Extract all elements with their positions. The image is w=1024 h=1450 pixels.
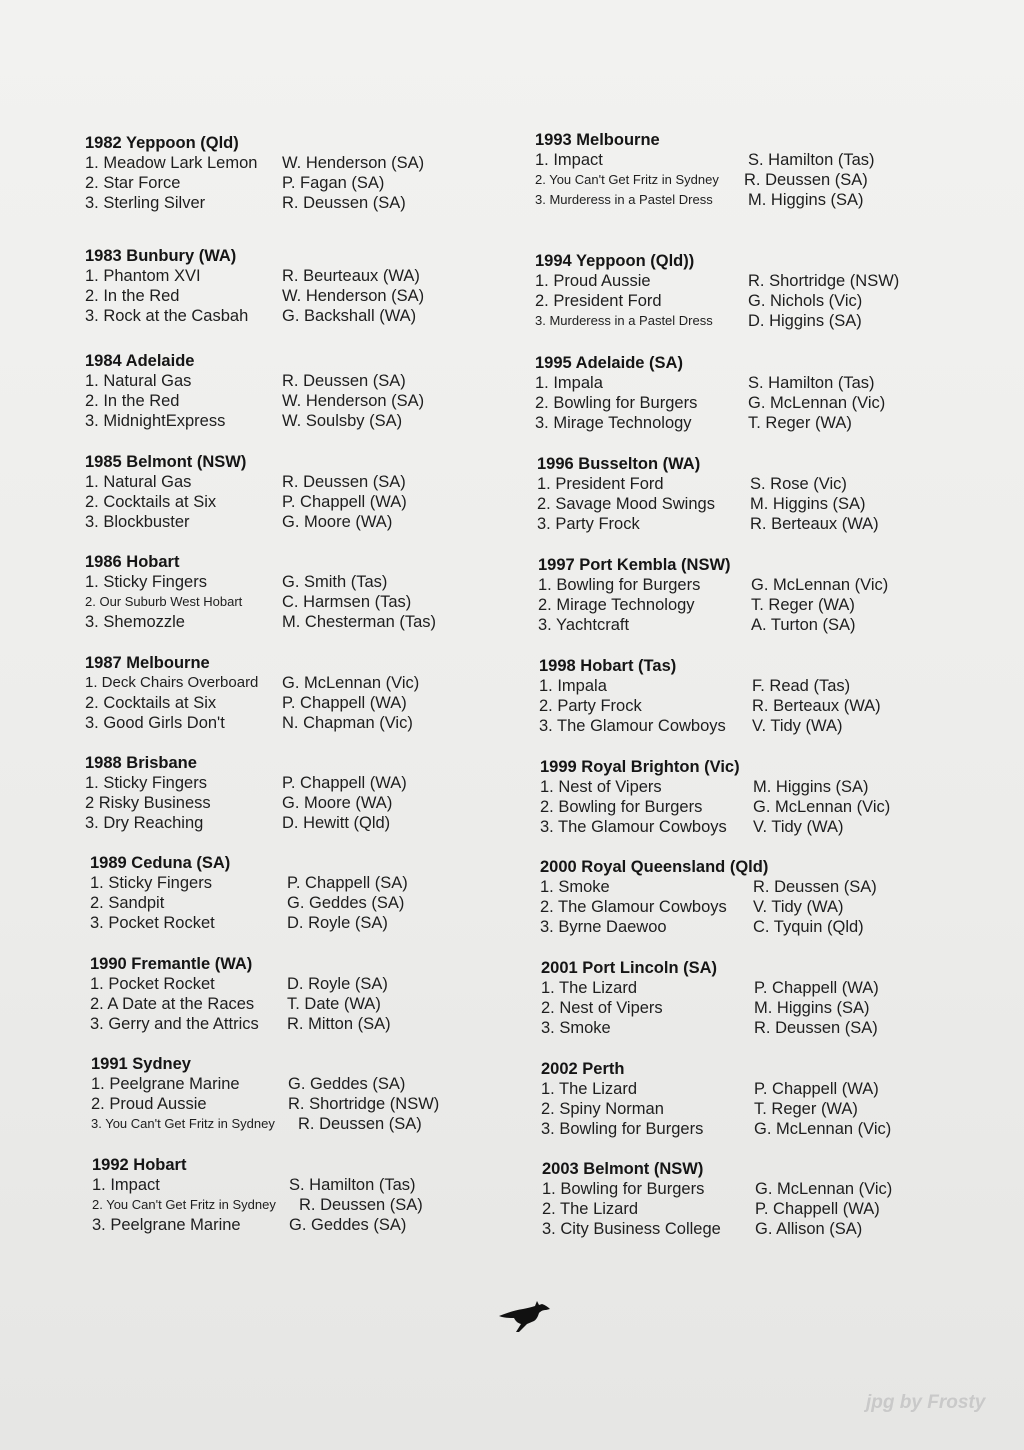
horse-name: 1. Sticky Fingers [85,774,207,792]
horse-name: 2 Risky Business [85,794,211,812]
horse-name: 1. Impact [92,1176,160,1194]
result-row [90,974,510,994]
result-row [85,793,505,813]
result-row [541,1119,981,1139]
horse-name: 3. Good Girls Don't [85,714,225,732]
year-heading: 1986 Hobart [85,553,180,571]
horse-name: 3. Blockbuster [85,513,190,531]
owner-name: T. Date (WA) [287,995,381,1013]
result-row [91,1114,511,1134]
owner-name: G. Moore (WA) [282,794,393,812]
year-block [85,133,505,213]
result-row [535,190,975,210]
result-row [85,153,505,173]
owner-name: R. Mitton (SA) [287,1015,391,1033]
horse-name: 1. Peelgrane Marine [91,1075,240,1093]
result-row [92,1175,512,1195]
owner-name: R. Deussen (SA) [282,194,406,212]
result-row [85,612,505,632]
result-row [85,813,505,833]
owner-name: G. Backshall (WA) [282,307,417,325]
year-heading: 1985 Belmont (NSW) [85,453,247,471]
year-heading: 1983 Bunbury (WA) [85,247,237,265]
horse-name: 2. Cocktails at Six [85,493,217,511]
horse-name: 3. Bowling for Burgers [541,1120,704,1138]
owner-name: G. McLennan (Vic) [282,674,420,692]
horse-name: 1. Smoke [540,878,610,896]
year-block [535,251,975,331]
result-row [538,575,978,595]
result-row [90,893,510,913]
owner-name: S. Hamilton (Tas) [748,374,875,392]
owner-name: G. McLennan (Vic) [748,394,886,412]
owner-name: C. Tyquin (Qld) [753,918,864,936]
result-row [91,1094,511,1114]
result-row [85,693,505,713]
horse-name: 2. Bowling for Burgers [540,798,703,816]
horse-name: 2. Party Frock [539,697,642,715]
result-row [541,1099,981,1119]
year-block [85,552,505,632]
year-block [539,656,979,736]
year-heading: 1987 Melbourne [85,654,210,672]
result-row [85,193,505,213]
owner-name: M. Higgins (SA) [754,999,870,1017]
horse-name: 1. The Lizard [541,979,638,997]
result-row [85,713,505,733]
result-row [542,1219,982,1239]
owner-name: G. Nichols (Vic) [748,292,863,310]
result-row [90,913,510,933]
owner-name: V. Tidy (WA) [753,818,844,836]
year-heading: 1988 Brisbane [85,754,197,772]
year-heading: 2000 Royal Queensland (Qld) [540,858,769,876]
result-row [91,1074,511,1094]
result-row [535,291,975,311]
horse-name: 3. Yachtcraft [538,616,630,634]
owner-name: D. Hewitt (Qld) [282,814,391,832]
horse-name: 2. Bowling for Burgers [535,394,698,412]
watermark-text: jpg by Frosty [866,1392,986,1413]
result-row [541,978,981,998]
horse-name: 1. The Lizard [541,1080,638,1098]
owner-name: V. Tidy (WA) [753,898,844,916]
owner-name: T. Reger (WA) [751,596,855,614]
result-row [538,615,978,635]
horse-name: 3. Rock at the Casbah [85,307,249,325]
horse-name: 2. Cocktails at Six [85,694,217,712]
result-row [535,150,975,170]
owner-name: P. Chappell (WA) [754,979,879,997]
horse-name: 3. Party Frock [537,515,640,533]
year-heading: 1992 Hobart [92,1156,187,1174]
result-row [85,411,505,431]
horse-name: 3. Murderess in a Pastel Dress [535,192,713,207]
year-heading: 1996 Busselton (WA) [537,455,701,473]
year-block [85,753,505,833]
horse-name: 1. Nest of Vipers [540,778,662,796]
owner-name: P. Fagan (SA) [282,174,385,192]
owner-name: G. McLennan (Vic) [754,1120,892,1138]
horse-name: 2. A Date at the Races [90,995,255,1013]
result-row [85,673,505,693]
result-row [535,170,975,190]
year-block [540,757,980,837]
horse-name: 2. You Can't Get Fritz in Sydney [92,1197,276,1212]
owner-name: W. Henderson (SA) [282,392,425,410]
horse-name: 3. The Glamour Cowboys [540,818,727,836]
result-row [540,917,980,937]
horse-name: 3. Murderess in a Pastel Dress [535,313,713,328]
owner-name: R. Deussen (SA) [299,1196,423,1214]
year-heading: 2002 Perth [541,1060,625,1078]
horse-name: 2. You Can't Get Fritz in Sydney [535,172,719,187]
result-row [538,595,978,615]
horse-name: 1. Pocket Rocket [90,975,215,993]
year-heading: 1991 Sydney [91,1055,191,1073]
result-row [539,716,979,736]
year-block [91,1054,511,1134]
horse-name: 1. Sticky Fingers [85,573,207,591]
result-row [540,897,980,917]
result-row [539,696,979,716]
owner-name: P. Chappell (WA) [282,694,407,712]
year-heading: 1984 Adelaide [85,352,195,370]
result-row [537,474,977,494]
result-row [92,1215,512,1235]
owner-name: T. Reger (WA) [748,414,852,432]
owner-name: G. Moore (WA) [282,513,393,531]
owner-name: M. Higgins (SA) [748,191,864,209]
owner-name: R. Berteaux (WA) [750,515,879,533]
owner-name: P. Chappell (WA) [755,1200,880,1218]
owner-name: G. Geddes (SA) [287,894,405,912]
owner-name: D. Royle (SA) [287,914,388,932]
result-row [85,492,505,512]
result-row [540,797,980,817]
owner-name: C. Harmsen (Tas) [282,593,412,611]
owner-name: R. Deussen (SA) [282,372,406,390]
year-block [90,853,510,933]
horse-name: 1. Meadow Lark Lemon [85,154,258,172]
owner-name: R. Berteaux (WA) [752,697,881,715]
owner-name: N. Chapman (Vic) [282,714,413,732]
owner-name: A. Turton (SA) [751,616,856,634]
result-row [90,1014,510,1034]
result-row [542,1199,982,1219]
result-row [85,572,505,592]
owner-name: G. Smith (Tas) [282,573,388,591]
horse-name: 2. Our Suburb West Hobart [85,594,243,609]
horse-name: 1. Phantom XVI [85,267,201,285]
horse-name: 1. Natural Gas [85,473,192,491]
horse-name: 1. Deck Chairs Overboard [85,674,259,691]
owner-name: R. Deussen (SA) [754,1019,878,1037]
result-row [541,1079,981,1099]
year-block [85,653,505,733]
owner-name: D. Royle (SA) [287,975,388,993]
year-heading: 1997 Port Kembla (NSW) [538,556,731,574]
result-row [85,286,505,306]
result-row [540,777,980,797]
year-block [85,246,505,326]
owner-name: G. Geddes (SA) [288,1075,406,1093]
result-row [540,877,980,897]
horse-name: 2. Star Force [85,174,181,192]
owner-name: R. Deussen (SA) [298,1115,422,1133]
result-row [92,1195,512,1215]
owner-name: W. Henderson (SA) [282,154,425,172]
owner-name: R. Deussen (SA) [753,878,877,896]
year-block [537,454,977,534]
owner-name: M. Chesterman (Tas) [282,613,437,631]
year-heading: 1999 Royal Brighton (Vic) [540,758,740,776]
owner-name: T. Reger (WA) [754,1100,858,1118]
result-row [535,393,975,413]
owner-name: R. Beurteaux (WA) [282,267,420,285]
horse-name: 1. Impact [535,151,603,169]
owner-name: S. Hamilton (Tas) [748,151,875,169]
owner-name: G. McLennan (Vic) [755,1180,893,1198]
owner-name: G. McLennan (Vic) [751,576,889,594]
year-heading: 2001 Port Lincoln (SA) [541,959,718,977]
result-row [90,873,510,893]
owner-name: G. McLennan (Vic) [753,798,891,816]
horse-name: 2. The Lizard [542,1200,639,1218]
result-row [535,373,975,393]
owner-name: P. Chappell (SA) [287,874,408,892]
owner-name: S. Hamilton (Tas) [289,1176,416,1194]
horse-name: 3. Shemozzle [85,613,185,631]
horse-name: 3. Byrne Daewoo [540,918,667,936]
horse-name: 3. Smoke [541,1019,611,1037]
year-block [540,857,980,937]
year-block [90,954,510,1034]
result-row [85,592,505,612]
result-row [537,514,977,534]
horse-name: 1. President Ford [537,475,664,493]
horse-name: 2. Nest of Vipers [541,999,663,1017]
horse-name: 2. Savage Mood Swings [537,495,715,513]
horse-name: 3. Dry Reaching [85,814,204,832]
result-row [85,391,505,411]
horse-name: 1. Bowling for Burgers [542,1180,705,1198]
owner-name: R. Shortridge (NSW) [748,272,900,290]
owner-name: R. Deussen (SA) [282,473,406,491]
year-block [535,353,975,433]
owner-name: D. Higgins (SA) [748,312,862,330]
owner-name: R. Deussen (SA) [744,171,868,189]
owner-name: P. Chappell (WA) [754,1080,879,1098]
horse-name: 2. President Ford [535,292,662,310]
year-block [92,1155,512,1235]
horse-name: 1. Bowling for Burgers [538,576,701,594]
horse-name: 3. MidnightExpress [85,412,226,430]
horse-name: 3. City Business College [542,1220,721,1238]
year-heading: 1993 Melbourne [535,131,660,149]
horse-name: 2. Mirage Technology [538,596,695,614]
year-heading: 1994 Yeppoon (Qld)) [535,252,695,270]
owner-name: W. Soulsby (SA) [282,412,403,430]
year-heading: 1990 Fremantle (WA) [90,955,253,973]
owner-name: P. Chappell (WA) [282,774,407,792]
horse-name: 1. Impala [539,677,607,695]
horse-name: 2. Sandpit [90,894,165,912]
owner-name: V. Tidy (WA) [752,717,843,735]
year-block [538,555,978,635]
horse-name: 1. Proud Aussie [535,272,651,290]
result-row [541,1018,981,1038]
horse-name: 3. You Can't Get Fritz in Sydney [91,1116,275,1131]
result-row [535,311,975,331]
result-row [542,1179,982,1199]
owner-name: S. Rose (Vic) [750,475,847,493]
year-heading: 1989 Ceduna (SA) [90,854,231,872]
result-row [85,512,505,532]
owner-name: R. Shortridge (NSW) [288,1095,440,1113]
result-row [85,173,505,193]
year-block [542,1159,982,1239]
year-heading: 1998 Hobart (Tas) [539,657,677,675]
result-row [541,998,981,1018]
horse-name: 3. Gerry and the Attrics [90,1015,259,1033]
year-block [535,130,975,210]
owner-name: G. Allison (SA) [755,1220,863,1238]
horse-name: 2. Spiny Norman [541,1100,664,1118]
horse-name: 2. In the Red [85,392,180,410]
horse-name: 3. Peelgrane Marine [92,1216,241,1234]
kangaroo-icon [497,1298,553,1334]
year-block [541,958,981,1038]
result-row [85,306,505,326]
year-block [85,452,505,532]
year-block [85,351,505,431]
year-block [541,1059,981,1139]
result-row [539,676,979,696]
horse-name: 1. Natural Gas [85,372,192,390]
horse-name: 2. Proud Aussie [91,1095,207,1113]
horse-name: 3. Mirage Technology [535,414,692,432]
result-row [535,271,975,291]
owner-name: M. Higgins (SA) [750,495,866,513]
result-row [85,472,505,492]
horse-name: 3. Pocket Rocket [90,914,215,932]
result-row [540,817,980,837]
horse-name: 2. In the Red [85,287,180,305]
result-row [535,413,975,433]
owner-name: W. Henderson (SA) [282,287,425,305]
result-row [85,371,505,391]
horse-name: 3. The Glamour Cowboys [539,717,726,735]
result-row [85,266,505,286]
result-row [90,994,510,1014]
owner-name: G. Geddes (SA) [289,1216,407,1234]
horse-name: 1. Sticky Fingers [90,874,212,892]
horse-name: 1. Impala [535,374,603,392]
owner-name: P. Chappell (WA) [282,493,407,511]
horse-name: 3. Sterling Silver [85,194,206,212]
horse-name: 2. The Glamour Cowboys [540,898,727,916]
result-row [537,494,977,514]
result-row [85,773,505,793]
year-heading: 1995 Adelaide (SA) [535,354,683,372]
owner-name: M. Higgins (SA) [753,778,869,796]
owner-name: F. Read (Tas) [752,677,851,695]
year-heading: 1982 Yeppoon (Qld) [85,134,239,152]
year-heading: 2003 Belmont (NSW) [542,1160,704,1178]
